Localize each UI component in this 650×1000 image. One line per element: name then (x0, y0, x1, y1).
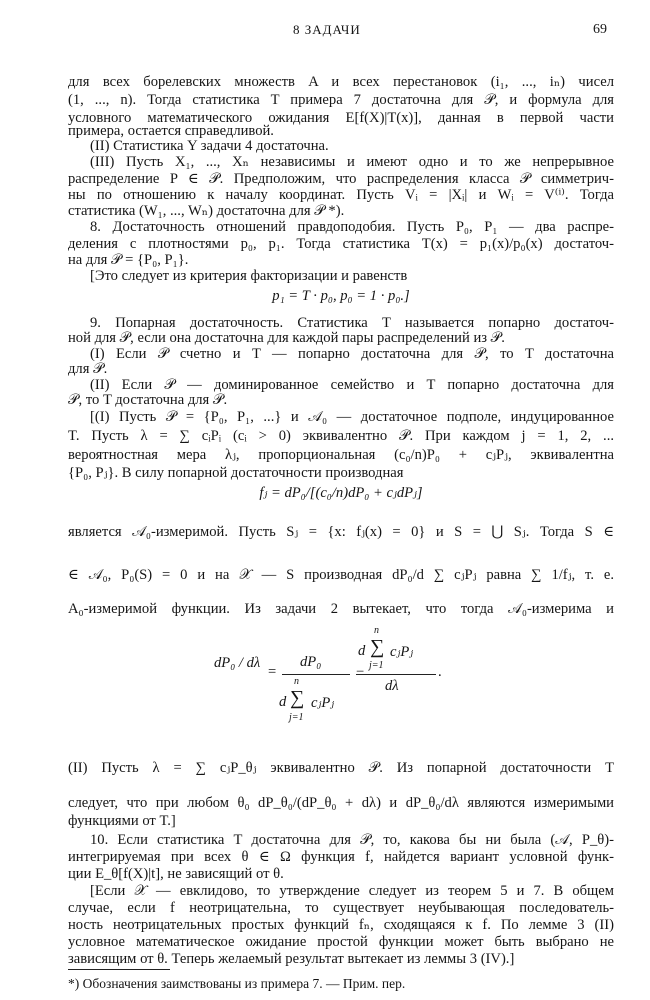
text-line-16: ной для 𝒫, если она достаточна для каждой пары распределений из 𝒫. (68, 330, 505, 346)
text-line-31: функциями от T.] (68, 813, 176, 829)
eq-t2-den: dλ (385, 678, 399, 694)
text-equation-2: fⱼ = dP₀/[(c₀/n)dP₀ + cⱼdPⱼ] (259, 485, 423, 501)
text-line-28: A₀-измеримой функции. Из задачи 2 вытекает, что тогда 𝒜₀-измерима и (68, 601, 614, 617)
text-line-32: 10. Если статистика T достаточна для 𝒫, то, какова бы ни была (𝒜, P_θ)- (90, 832, 614, 848)
eq-lhs: dP₀ / dλ (214, 655, 261, 671)
eq-frac-bar-1 (282, 674, 350, 675)
text-line-33: интегрируемая при всех θ ∈ Ω функция f, найдется вариант условной функ- (68, 849, 614, 865)
eq-t1-den-term: cⱼPⱼ (311, 695, 335, 711)
text-line-21: [(I) Пусть 𝒫 = {P₀, P₁, ...} и 𝒜₀ — достаточное подполе, индуцированное (90, 409, 614, 425)
eq-t1-sum-bottom: j=1 (289, 712, 304, 723)
text-line-8: ны по отношению к началу координат. Пусть Vᵢ = |Xᵢ| и Wᵢ = V⁽ⁱ⁾. Тогда (68, 187, 614, 203)
eq-t2-num-sum: ∑ (370, 636, 385, 658)
text-line-12: на для 𝒫 = {P₀, P₁}. (68, 252, 189, 268)
text-line-24: {P₀, Pⱼ}. В силу попарной достаточности производная (68, 465, 404, 481)
text-line-7: распределение P ∈ 𝒫. Предположим, что распределения класса 𝒫 симметрич- (68, 171, 614, 187)
eq-t2-num-d: d (358, 643, 366, 659)
page-number: 69 (593, 22, 607, 37)
text-line-30: следует, что при любом θ₀ dP_θ₀/(dP_θ₀ + dλ) и dP_θ₀/dλ являются измеримыми (68, 795, 614, 811)
eq-t1-den-sum: ∑ (290, 687, 305, 709)
text-line-34: ции E_θ[f(X)|t], не зависящий от θ. (68, 866, 284, 882)
text-line-18: для 𝒫. (68, 361, 108, 377)
eq-frac-bar-2 (356, 674, 436, 675)
text-line-4: примера, остается справедливой. (68, 123, 274, 139)
eq-dot: . (438, 664, 442, 680)
text-line-29: (II) Пусть λ = ∑ cⱼP_θⱼ эквивалентно 𝒫. Из попарной достаточности T (68, 760, 614, 776)
eq-sign: = (268, 664, 277, 680)
text-line-5: (II) Статистика Y задачи 4 достаточна. (90, 138, 329, 154)
text-line-11: деления с плотностями p₀, p₁. Тогда статистика T(x) = p₁(x)/p₀(x) достаточ- (68, 236, 614, 252)
eq-t1-num: dP₀ (300, 654, 322, 670)
text-line-22: T. Пусть λ = ∑ cᵢPᵢ (cᵢ > 0) эквивалентно 𝒫. При каждом j = 1, 2, ... (68, 428, 614, 444)
text-line-36: случае, если f неотрицательна, то существует неубывающая последователь- (68, 900, 614, 916)
footnote: *) Обозначения заимствованы из примера 7. — Прим. пер. (68, 976, 406, 991)
running-title: 8 ЗАДАЧИ (293, 22, 361, 37)
footnote-rule (68, 969, 170, 970)
text-line-1: для всех борелевских множеств A и всех перестановок (i₁, ..., iₙ) чисел (68, 74, 614, 90)
text-line-17: (I) Если 𝒫 счетно и T — попарно достаточна для 𝒫, то T достаточна (90, 346, 614, 362)
eq-t2-sum-bottom: j=1 (369, 660, 384, 671)
text-line-26: является 𝒜₀-измеримой. Пусть Sⱼ = {x: fⱼ(x) = 0} и S = ⋃ Sⱼ. Тогда S ∈ (68, 524, 614, 540)
text-line-20: 𝒫, то T достаточна для 𝒫. (68, 392, 228, 408)
text-line-10: 8. Достаточность отношений правдоподобия. Пусть P₀, P₁ — два распре- (90, 219, 614, 235)
text-equation-1: p₁ = T · p₀, p₀ = 1 · p₀.] (272, 288, 410, 304)
eq-minus: − (356, 664, 365, 680)
text-line-38: условное математическое ожидание простой функции может быть выбрано не (68, 934, 614, 950)
text-line-27: ∈ 𝒜₀, P₀(S) = 0 и на 𝒳 — S производная dP₀/d ∑ cⱼPⱼ равна ∑ 1/fⱼ, т. е. (68, 567, 614, 583)
text-line-3: условного математического ожидания E[f(X)|T(x)], данная в первой части (68, 110, 614, 126)
text-line-37: ность неотрицательных простых функций fₙ, сходящаяся к f. По лемме 3 (II) (68, 917, 614, 933)
text-line-35: [Если 𝒳 — евклидово, то утверждение следует из теорем 5 и 7. В общем (90, 883, 614, 899)
text-line-9: статистика (W₁, ..., Wₙ) достаточна для 𝒫 *). (68, 203, 345, 219)
eq-t2-num-term: cⱼPⱼ (390, 644, 414, 660)
text-line-15: 9. Попарная достаточность. Статистика T называется попарно достаточ- (90, 315, 614, 331)
eq-t2-sum-top: n (374, 625, 379, 636)
text-line-23: вероятностная мера λⱼ, пропорциональная (c₀/n)P₀ + cⱼPⱼ, эквивалентна (68, 447, 614, 463)
text-line-13: [Это следует из критерия факторизации и равенств (90, 268, 408, 284)
text-line-19: (II) Если 𝒫 — доминированное семейство и T попарно достаточна для (90, 377, 614, 393)
text-line-2: (1, ..., n). Тогда статистика T примера 7 достаточна для 𝒫, и формула для (68, 92, 614, 108)
eq-t1-den-d: d (279, 694, 287, 710)
eq-t1-sum-top: n (294, 676, 299, 687)
text-line-6: (III) Пусть X₁, ..., Xₙ независимы и имеют одно и то же непрерывное (90, 154, 614, 170)
text-line-39: зависящим от θ. Теперь желаемый результат вытекает из леммы 3 (IV).] (68, 951, 515, 967)
